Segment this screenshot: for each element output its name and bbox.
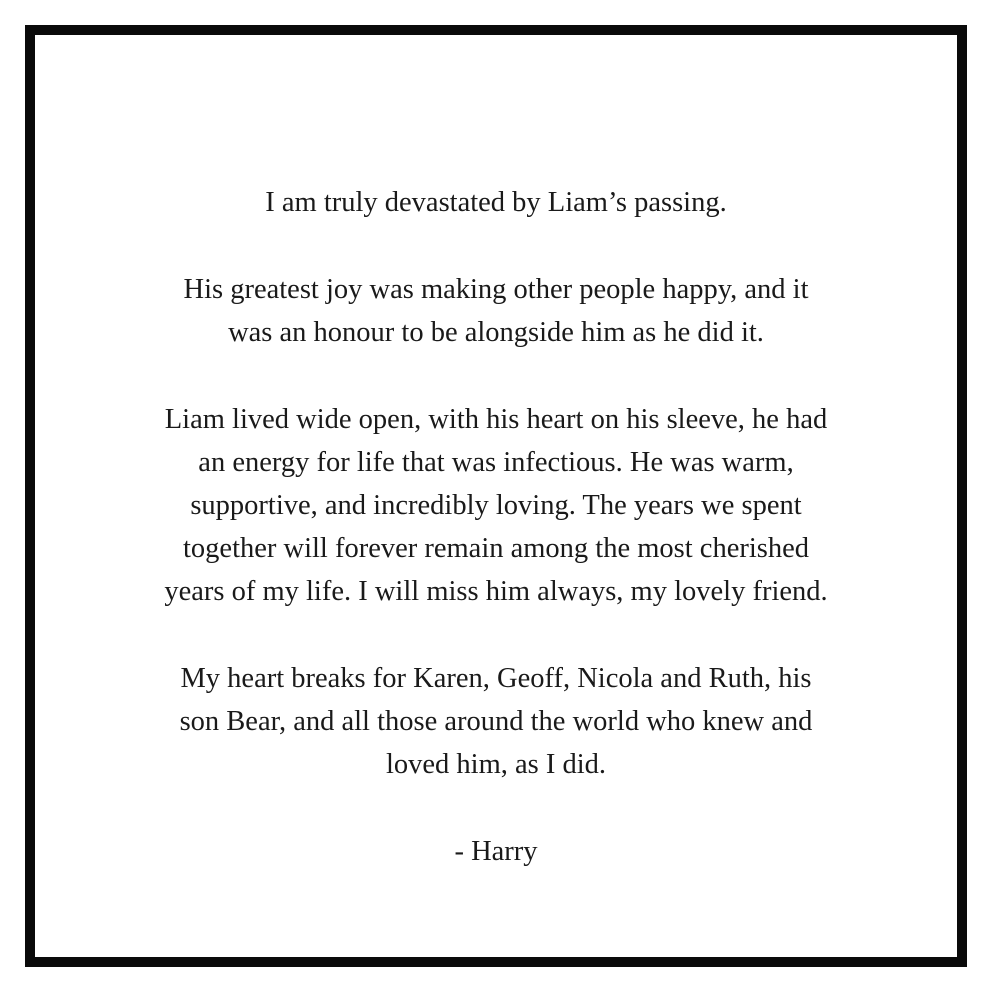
statement-line: together will forever remain among the most cherished xyxy=(183,533,809,564)
statement-line: years of my life. I will miss him always, my lovely friend. xyxy=(164,576,828,607)
statement-frame xyxy=(25,25,967,967)
statement-text xyxy=(35,181,957,873)
statement-line: loved him, as I did. xyxy=(385,749,607,780)
signature: - Harry xyxy=(454,836,538,867)
paragraph-gap xyxy=(35,786,957,830)
statement-line: I am truly devastated by Liam’s passing. xyxy=(265,187,727,218)
paragraph-gap xyxy=(35,354,957,398)
statement-line: My heart breaks for Karen, Geoff, Nicola and Ruth, his xyxy=(180,663,812,694)
statement-line: His greatest joy was making other people happy, and it xyxy=(183,274,809,305)
paragraph-gap xyxy=(35,224,957,268)
statement-line: son Bear, and all those around the world who knew and xyxy=(179,706,813,737)
statement-line: Liam lived wide open, with his heart on his sleeve, he had xyxy=(164,404,828,435)
statement-line: supportive, and incredibly loving. The years we spent xyxy=(190,490,802,521)
statement-line: an energy for life that was infectious. He was warm, xyxy=(198,447,794,478)
paragraph-gap xyxy=(35,613,957,657)
statement-line: was an honour to be alongside him as he did it. xyxy=(228,317,764,348)
